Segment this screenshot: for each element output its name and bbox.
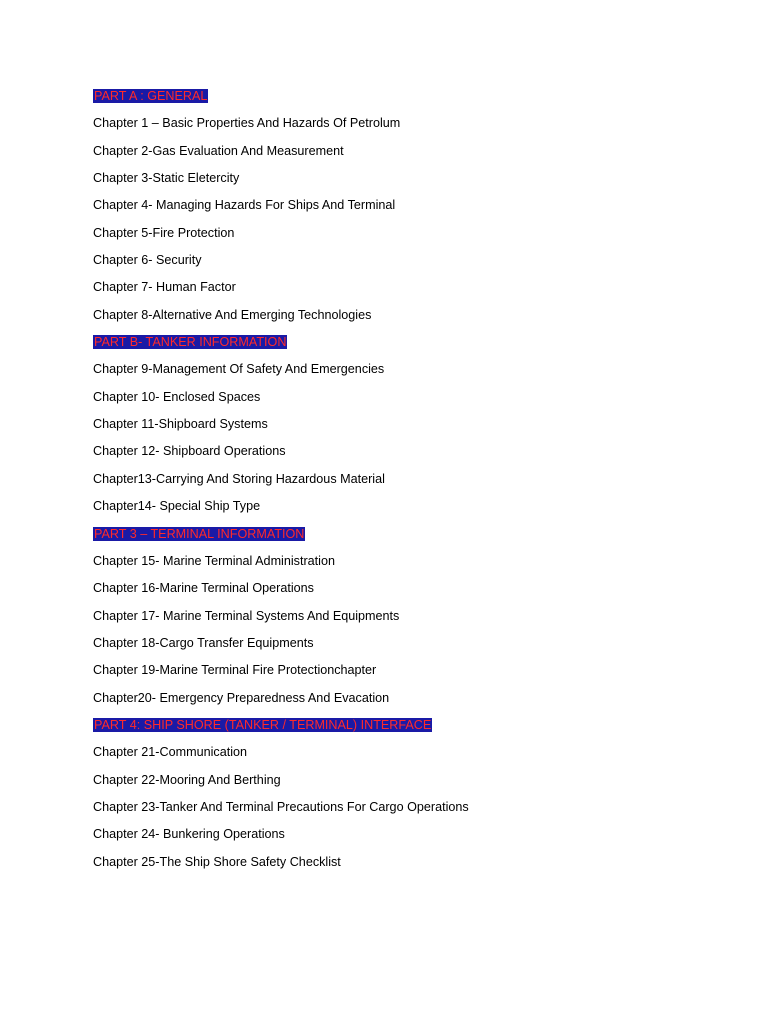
part-heading-text: PART 4: SHIP SHORE (TANKER / TERMINAL) INTERFACE (94, 717, 432, 732)
chapter-title: Chapter 22-Mooring And Berthing (93, 772, 281, 787)
chapter-line (93, 385, 733, 412)
chapter-line (93, 576, 733, 603)
chapter-line (93, 768, 733, 795)
chapter-title: Chapter 16-Marine Terminal Operations (93, 581, 314, 596)
part-heading-text: PART A : GENERAL (94, 89, 208, 103)
chapter-line (93, 303, 733, 330)
chapter-line (93, 822, 733, 849)
chapter-title: Chapter 5-Fire Protection (93, 225, 235, 240)
part-heading-text: PART B- TANKER INFORMATION (94, 335, 287, 350)
chapter-title: Chapter 4- Managing Hazards For Ships And Terminal (93, 198, 396, 213)
chapter-title: Chapter 12- Shipboard Operations (93, 444, 286, 459)
part-heading (93, 522, 733, 549)
chapter-line (93, 275, 733, 302)
chapter-line (93, 549, 733, 576)
chapter-title: Chapter14- Special Ship Type (93, 499, 261, 514)
part-heading (93, 330, 733, 357)
chapter-line (93, 221, 733, 248)
chapter-line (93, 139, 733, 166)
chapter-line (93, 658, 733, 685)
chapter-title: Chapter 21-Communication (93, 745, 247, 760)
chapter-title: Chapter 24- Bunkering Operations (93, 827, 285, 842)
chapter-title: Chapter 3-Static Eletercity (93, 171, 240, 186)
chapter-line (93, 412, 733, 439)
chapter-title: Chapter 19-Marine Terminal Fire Protectionchapter (93, 663, 377, 678)
chapter-line (93, 686, 733, 713)
chapter-title: Chapter 11-Shipboard Systems (93, 417, 268, 432)
table-of-contents (93, 84, 733, 877)
chapter-title: Chapter 17- Marine Terminal Systems And Equipments (93, 608, 400, 623)
chapter-line (93, 111, 733, 138)
chapter-title: Chapter 1 – Basic Properties And Hazards Of Petrolum (93, 116, 401, 131)
chapter-line (93, 604, 733, 631)
chapter-line (93, 439, 733, 466)
chapter-line (93, 850, 733, 877)
chapter-line (93, 166, 733, 193)
chapter-line (93, 357, 733, 384)
chapter-line (93, 248, 733, 275)
chapter-line (93, 467, 733, 494)
part-heading-text: PART 3 – TERMINAL INFORMATION (94, 526, 305, 541)
chapter-title: Chapter 2-Gas Evaluation And Measurement (93, 143, 344, 158)
chapter-line (93, 631, 733, 658)
chapter-title: Chapter 7- Human Factor (93, 280, 236, 295)
chapter-title: Chapter 15- Marine Terminal Administration (93, 553, 335, 568)
part-heading (93, 84, 733, 111)
chapter-title: Chapter 6- Security (93, 253, 202, 268)
chapter-title: Chapter 18-Cargo Transfer Equipments (93, 635, 314, 650)
chapter-title: Chapter 25-The Ship Shore Safety Checklist (93, 854, 341, 869)
chapter-line (93, 494, 733, 521)
chapter-title: Chapter20- Emergency Preparedness And Evacation (93, 690, 390, 705)
chapter-title: Chapter13-Carrying And Storing Hazardous Material (93, 471, 385, 486)
part-heading (93, 713, 733, 740)
chapter-title: Chapter 8-Alternative And Emerging Technologies (93, 307, 372, 322)
chapter-line (93, 193, 733, 220)
chapter-line (93, 740, 733, 767)
chapter-title: Chapter 10- Enclosed Spaces (93, 389, 261, 404)
chapter-title: Chapter 23-Tanker And Terminal Precautions For Cargo Operations (93, 799, 469, 814)
chapter-line (93, 795, 733, 822)
chapter-title: Chapter 9-Management Of Safety And Emergencies (93, 362, 385, 377)
